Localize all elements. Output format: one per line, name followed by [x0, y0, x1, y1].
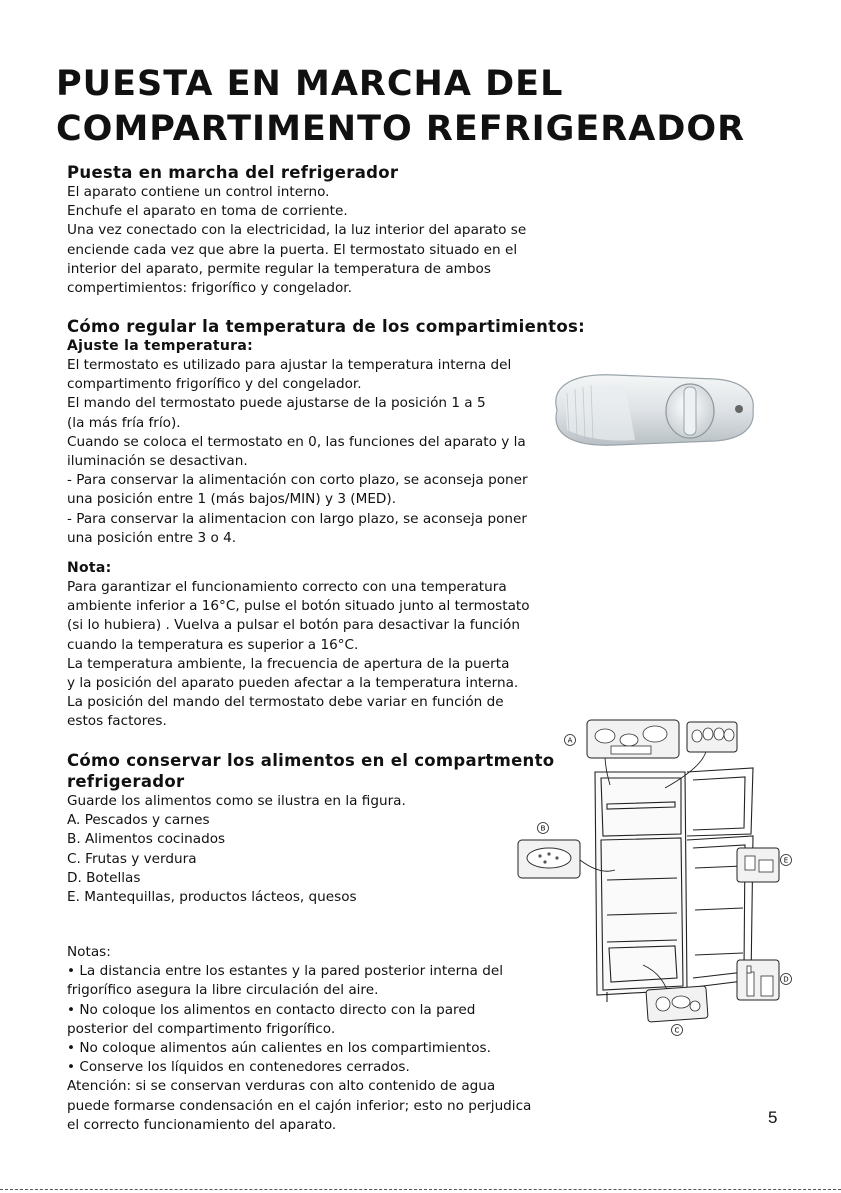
figure-label-e [781, 855, 792, 866]
label-b-text: B [540, 824, 546, 833]
section-heading: Puesta en marcha del refrigerador [67, 163, 399, 182]
text-line: La posición del mando del termostato debe variar en función de [67, 694, 504, 711]
text-line: y la posición del aparato pueden afectar a la temperatura interna. [67, 675, 519, 692]
text-line: Para garantizar el funcionamiento correcto con una temperatura [67, 579, 507, 595]
figure-label-a [565, 735, 576, 746]
text-line: compartimento frigorífico y del congelador. [67, 376, 362, 393]
section-heading: Notas: [67, 944, 111, 960]
text-line: posterior del compartimento frigorífico. [67, 1020, 336, 1037]
thermostat-illustration [545, 365, 760, 455]
title-line-2: COMPARTIMENTO REFRIGERADOR [56, 109, 746, 149]
section-note [67, 559, 547, 732]
section-temperature [67, 316, 585, 548]
text-line: • No coloque los alimentos en contacto directo con la pared [67, 1001, 476, 1018]
text-line: Cuando se coloca el termostato en 0, las funciones del aparato y la [67, 433, 526, 450]
figure-label-d [781, 974, 792, 985]
text-line: (si lo hubiera) . Vuelva a pulsar el botón para desactivar la función [67, 617, 520, 634]
text-line: el correcto funcionamiento del aparato. [67, 1116, 337, 1133]
text-line: (la más fría frío). [67, 414, 181, 431]
text-line: compertimientos: frigorífico y congelador. [67, 280, 352, 297]
text-line: interior del aparato, permite regular la temperatura de ambos [67, 260, 491, 277]
section-heading: Nota: [67, 560, 112, 576]
text-line: iluminación se desactivan. [67, 453, 248, 470]
text-line: El aparato contiene un control interno. [67, 184, 330, 200]
text-line: ambiente inferior a 16°C, pulse el botón situado junto al termostato [67, 598, 530, 615]
text-line: Enchufe el aparato en toma de corriente. [67, 203, 348, 220]
text-line: Atención: si se conservan verduras con alto contenido de agua [67, 1078, 496, 1095]
text-line: El mando del termostato puede ajustarse de la posición 1 a 5 [67, 395, 486, 412]
section-heading: refrigerador [67, 772, 185, 791]
text-line: una posición entre 1 (más bajos/MIN) y 3 (MED). [67, 491, 397, 508]
section-subheading: Ajuste la temperatura: [67, 338, 253, 354]
section-startup [67, 162, 547, 298]
text-line: cuando la temperatura es superior a 16°C. [67, 636, 359, 653]
text-line: - Para conservar la alimentación con corto plazo, se aconseja poner [67, 472, 528, 489]
figure-label-c [672, 1025, 683, 1036]
list-item: C. Frutas y verdura [67, 850, 197, 867]
text-line: frigorífico asegura la libre circulación del aire. [67, 982, 379, 999]
section-food-storage [67, 750, 555, 907]
section-heading: Cómo regular la temperatura de los compartimientos: [67, 317, 585, 336]
section-notes [67, 943, 547, 1135]
label-d-text: D [783, 975, 789, 984]
text-line: • No coloque alimentos aún calientes en los compartimientos. [67, 1040, 491, 1057]
text-line: • Conserve los líquidos en contenedores cerrados. [67, 1059, 410, 1076]
text-line: El termostato es utilizado para ajustar la temperatura interna del [67, 357, 512, 373]
text-line: estos factores. [67, 713, 167, 730]
list-item: D. Botellas [67, 869, 141, 886]
fridge-storage-illustration [515, 710, 800, 1040]
page-number: 5 [768, 1108, 778, 1127]
label-e-text: E [783, 856, 789, 865]
list-item: A. Pescados y carnes [67, 812, 210, 829]
text-line: La temperatura ambiente, la frecuencia de apertura de la puerta [67, 655, 510, 672]
label-c-text: C [674, 1026, 680, 1035]
page-title [56, 62, 745, 152]
text-line: • La distancia entre los estantes y la pared posterior interna del [67, 963, 503, 980]
list-item: B. Alimentos cocinados [67, 831, 226, 848]
text-line: Una vez conectado con la electricidad, la luz interior del aparato se [67, 222, 527, 239]
label-a-text: A [567, 736, 573, 745]
text-line: una posición entre 3 o 4. [67, 529, 237, 546]
list-item: E. Mantequillas, productos lácteos, quesos [67, 889, 357, 906]
title-line-1: PUESTA EN MARCHA DEL [56, 64, 564, 104]
section-heading: Cómo conservar los alimentos en el compartmento [67, 751, 555, 770]
text-line: enciende cada vez que abre la puerta. El termostato situado en el [67, 241, 518, 258]
bottom-dashed-rule [0, 1189, 841, 1190]
text-line: puede formarse condensación en el cajón inferior; esto no perjudica [67, 1097, 532, 1114]
text-line: - Para conservar la alimentacion con largo plazo, se aconseja poner [67, 510, 527, 527]
figure-label-b [538, 823, 549, 834]
text-line: Guarde los alimentos como se ilustra en la figura. [67, 793, 406, 809]
